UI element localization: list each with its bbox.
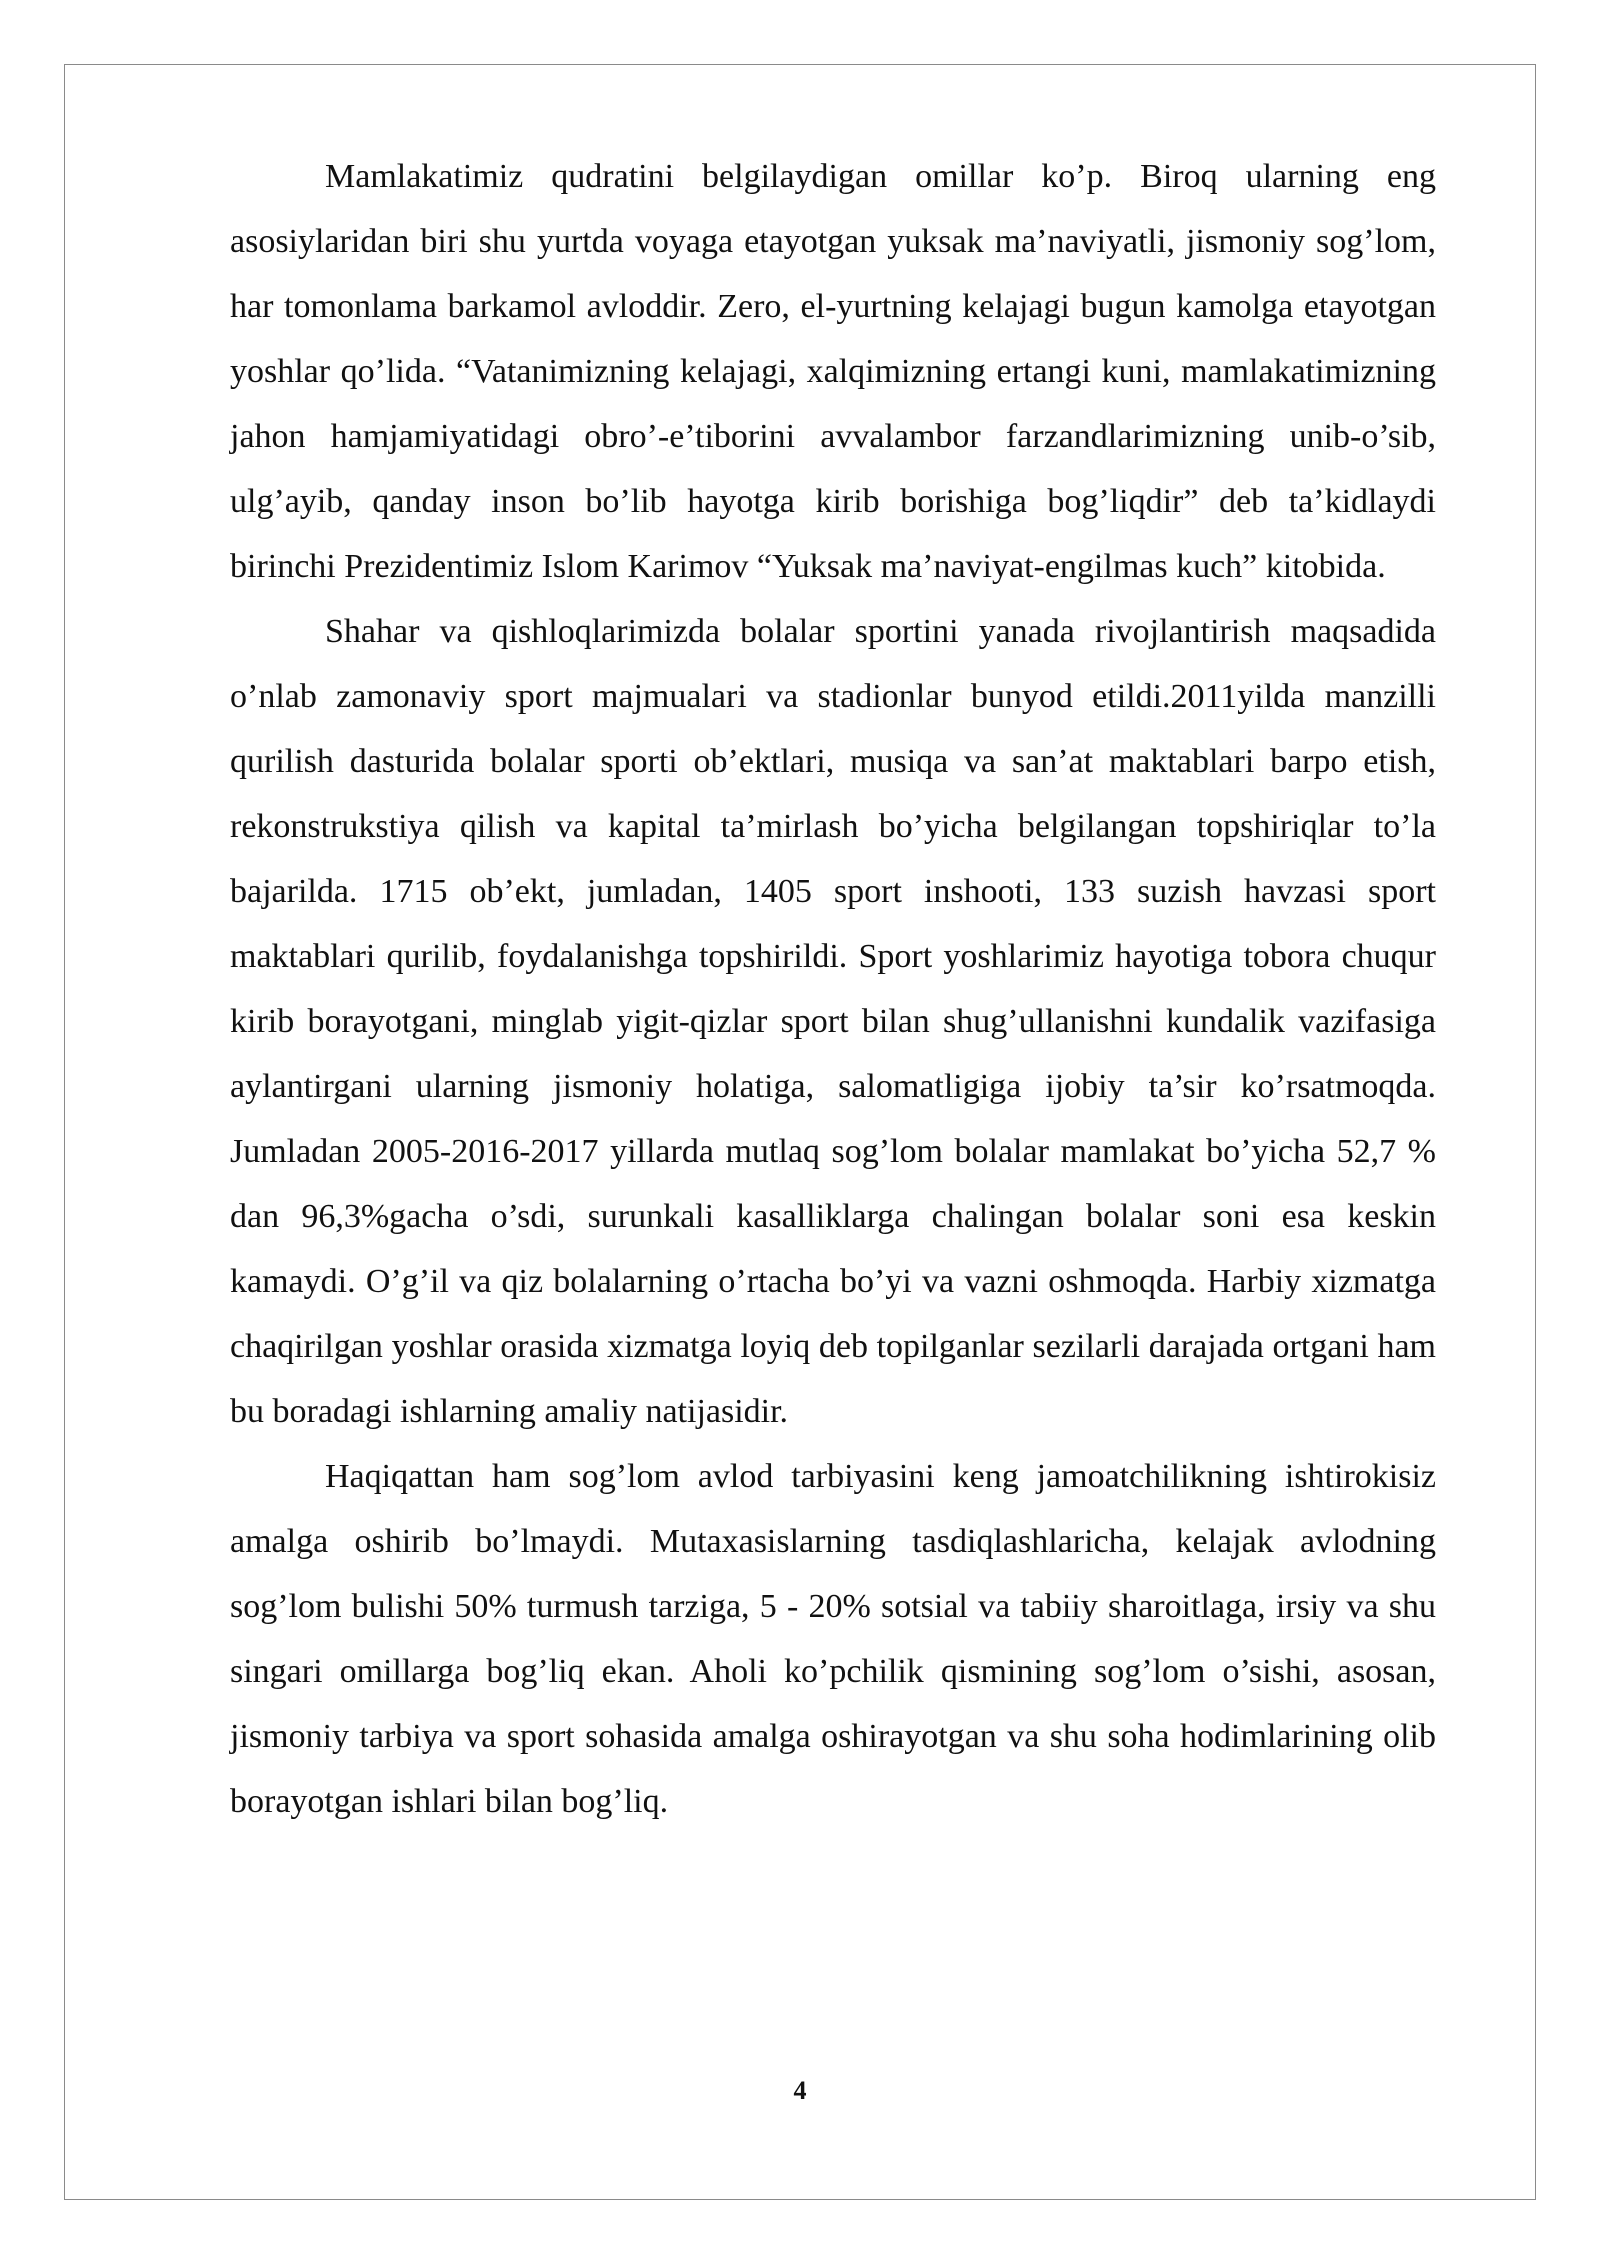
paragraph-3: Haqiqattan ham sog’lom avlod tarbiyasini keng jamoatchilikning ishtirokisiz amalga oshirib bo’lmaydi. Mutaxasislarning tasdiqlashlaricha, kelajak avlodning sog’lom bulishi 50% turmush tarziga, 5 - 20% sotsial va tabiiy sharoitlaga, irsiy va shu singari omillarga bog’liq ekan. Aholi ko’pchilik qismining sog’lom o’sishi, asosan, jismoniy tarbiya va sport sohasida amalga oshirayotgan va shu soha hodimlarining olib borayotgan ishlari bilan bog’liq. (230, 1458, 1436, 1820)
page-number: 4 (793, 2076, 807, 2105)
document-body (230, 144, 1436, 1834)
paragraph-2: Shahar va qishloqlarimizda bolalar sportini yanada rivojlantirish maqsadida o’nlab zamonaviy sport majmualari va stadionlar bunyod etildi.2011yilda manzilli qurilish dasturida bolalar sporti ob’ektlari, musiqa va san’at maktablari barpo etish, rekonstrukstiya qilish va kapital ta’mirlash bo’yicha belgilangan topshiriqlar to’la bajarilda. 1715 ob’ekt, jumladan, 1405 sport inshooti, 133 suzish havzasi sport maktablari qurilib, foydalanishga topshirildi. Sport yoshlarimiz hayotiga tobora chuqur kirib borayotgani, minglab yigit-qizlar sport bilan shug’ullanishni kundalik vazifasiga aylantirgani ularning jismoniy holatiga, salomatligiga ijobiy ta’sir ko’rsatmoqda. Jumladan 2005-2016-2017 yillarda mutlaq sog’lom bolalar mamlakat bo’yicha 52,7 % dan 96,3%gacha o’sdi, surunkali kasalliklarga chalingan bolalar soni esa keskin kamaydi. O’g’il va qiz bolalarning o’rtacha bo’yi va vazni oshmoqda. Harbiy xizmatga chaqirilgan yoshlar orasida xizmatga loyiq deb topilganlar sezilarli darajada ortgani ham bu boradagi ishlarning amaliy natijasidir. (230, 613, 1436, 1430)
paragraph-1: Mamlakatimiz qudratini belgilaydigan omillar ko’p. Biroq ularning eng asosiylaridan biri shu yurtda voyaga etayotgan yuksak ma’naviyatli, jismoniy sog’lom, har tomonlama barkamol avloddir. Zero, el-yurtning kelajagi bugun kamolga etayotgan yoshlar qo’lida. “Vatanimizning kelajagi, xalqimizning ertangi kuni, mamlakatimizning jahon hamjamiyatidagi obro’-e’tiborini avvalambor farzandlarimizning unib-o’sib, ulg’ayib, qanday inson bo’lib hayotga kirib borishiga bog’liqdir” deb ta’kidlaydi birinchi Prezidentimiz Islom Karimov “Yuksak ma’naviyat-engilmas kuch” kitobida. (230, 158, 1436, 585)
